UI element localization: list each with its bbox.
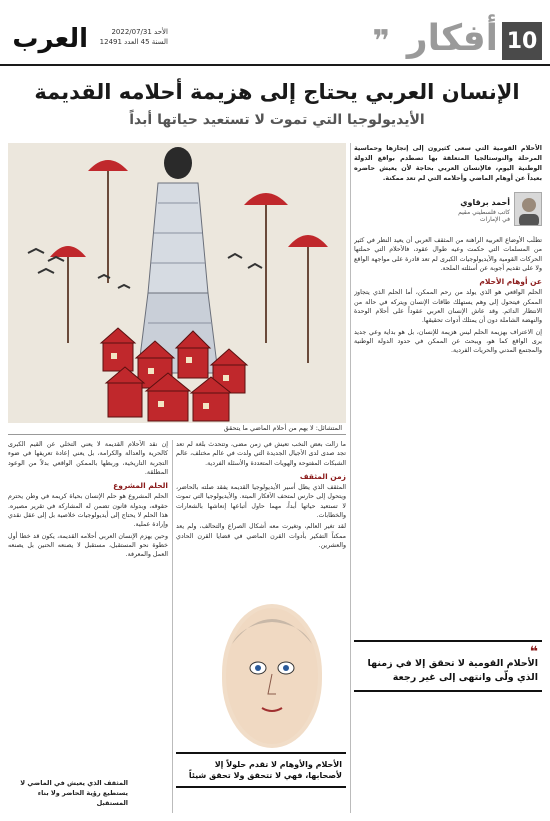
- column-divider: [172, 440, 173, 813]
- column-left: [8, 440, 168, 770]
- paragraph: ما زالت بعض النخب تعيش في زمن مضى، وتتحدث بلغة لم تعد تجد صدى لدى الأجيال الجديدة التي ولدت في عالم مختلف، عالم الشبكات المفتوحة والهويات المتعددة والأسئلة الفردية.: [176, 441, 346, 467]
- issue-date: الأحد 2022/07/31: [111, 28, 168, 36]
- column-right: [354, 236, 542, 636]
- section-title: أفكار: [406, 18, 498, 59]
- paragraph: لقد تغير العالم، وتغيرت معه أشكال الصراع والتحالف، ولم يعد ممكناً التفكير بأدوات القرن الماضي في قضايا القرن الحادي والعشرين.: [176, 523, 346, 549]
- masthead: [0, 0, 550, 66]
- column-middle: [176, 440, 346, 600]
- quote-icon: ❝: [529, 644, 538, 660]
- page-number: 10: [502, 22, 542, 60]
- article-headline: الإنسان العربي يحتاج إلى هزيمة أحلامه القديمة: [34, 80, 520, 104]
- footnote: المثقف الذي يعيش في الماضي لا يستطيع رؤية الحاضر ولا بناء المستقبل: [20, 779, 128, 807]
- illustration-caption: المتشائل: لا يهم من أحلام الماضي ما يتحقق: [8, 422, 346, 435]
- author-role: كاتب فلسطيني مقيم في الإمارات: [458, 209, 510, 223]
- pull-quote-text: الأحلام القومية لا تحقق إلا في زمنها الذي ولّى وانتهى إلى غير رجعة: [367, 658, 538, 683]
- paragraph: الحلم المشروع هو حلم الإنسان بحياة كريمة في وطن يحترم حقوقه، وبدولة قانون تضمن له المشاركة في تقرير مصيره. هذا الحلم لا يحتاج إلى أيديولوجيات خلاصية بل إلى عقل نقدي وإرادة عملية.: [8, 493, 168, 529]
- subheading: عن أوهام الأحلام: [479, 277, 542, 287]
- paragraph: إن نقد الأحلام القديمة لا يعني التخلي عن القيم الكبرى كالحرية والعدالة والكرامة، بل يعني إعادة تعريفها في ضوء التجربة التاريخية، وربطها بالممكن الواقعي بدلاً من الوعود المطلقة.: [8, 441, 168, 476]
- issue-info: [98, 27, 168, 47]
- article-subhead: الأيديولوجيا التي تموت لا تستعيد حياتها أبداً: [129, 112, 425, 128]
- pull-quote-left: [176, 752, 346, 788]
- newspaper-logo: العرب: [12, 24, 88, 54]
- column-divider: [350, 143, 351, 813]
- pull-quote-text: الأحلام والأوهام لا تقدم حلولاً إلا لأصحابها، فهي لا تتحقق ولا تحقق شيئاً: [188, 760, 342, 780]
- subheading: الحلم المشروع: [113, 481, 168, 491]
- portrait-illustration: [222, 604, 322, 748]
- author-name: أحمد برقاوي: [460, 198, 510, 207]
- subheading: زمن المثقف: [299, 471, 346, 481]
- illustration-artwork: [8, 143, 346, 423]
- author-byline: [452, 192, 542, 232]
- article-intro: الأحلام القومية التي سعى كثيرون إلى إنجازها وحماسية المرحلة والنوستالجيا المتعلقة بها تصطدم بواقع الدولة الوطنية اليوم، فالإنسان العربي بحاجة لأن يعيش حاضره بعيداً عن أوهام الماضي وأحلامه التي لم تعد ممكنة.: [354, 144, 542, 182]
- paragraph: تطلّب الأوضاع العربية الراهنة من المثقف العربي أن يعيد النظر في كثير من المسلمات التي حكمت وعيه طوال عقود، فالأحلام التي حملتها الحركات القومية والأيديولوجيات الكبرى لم تعد قادرة على مواجهة الواقع ولا على تقديم أجوبة عن أسئلته الملحة.: [354, 237, 542, 272]
- paragraph: الحلم الواقعي هو الذي يولد من رحم الممكن، أما الحلم الذي يتجاوز الممكن فيتحول إلى وهم يستهلك طاقات الإنسان ويتركه في حالة من الانتظار الدائم. وقد عاش الإنسان العربي عقوداً على أحلام الوحدة والنهضة الشاملة دون أن يمتلك أدوات تحقيقها.: [354, 289, 542, 325]
- quote-icon: ❞: [372, 24, 390, 59]
- paragraph: إن الاعتراف بهزيمة الحلم ليس هزيمة للإنسان، بل هو بداية وعي جديد يرى الواقع كما هو، ويبحث عن الممكن في حدود الدولة الوطنية والمجتمع المدني والحريات الفردية.: [354, 328, 542, 355]
- paragraph: وحين يهزم الإنسان العربي أحلامه القديمة، يكون قد خطا أول خطوة نحو المستقبل، مستقبل لا يصنعه الحنين بل يصنعه العمل والمعرفة.: [8, 532, 168, 559]
- pull-quote-right: [354, 640, 542, 692]
- issue-number: السنة 45 العدد 12491: [99, 38, 168, 46]
- paragraph: المثقف الذي يظل أسير الأيديولوجيا القديمة يفقد صلته بالحاضر، ويتحول إلى حارس لمتحف الأفكار الميتة. والأيديولوجيا التي تموت لا تستعيد حياتها أبداً، مهما حاول أتباعها إنعاشها بالشعارات والخطابات.: [176, 484, 346, 520]
- article-illustration: [8, 143, 346, 423]
- author-photo: [514, 192, 542, 226]
